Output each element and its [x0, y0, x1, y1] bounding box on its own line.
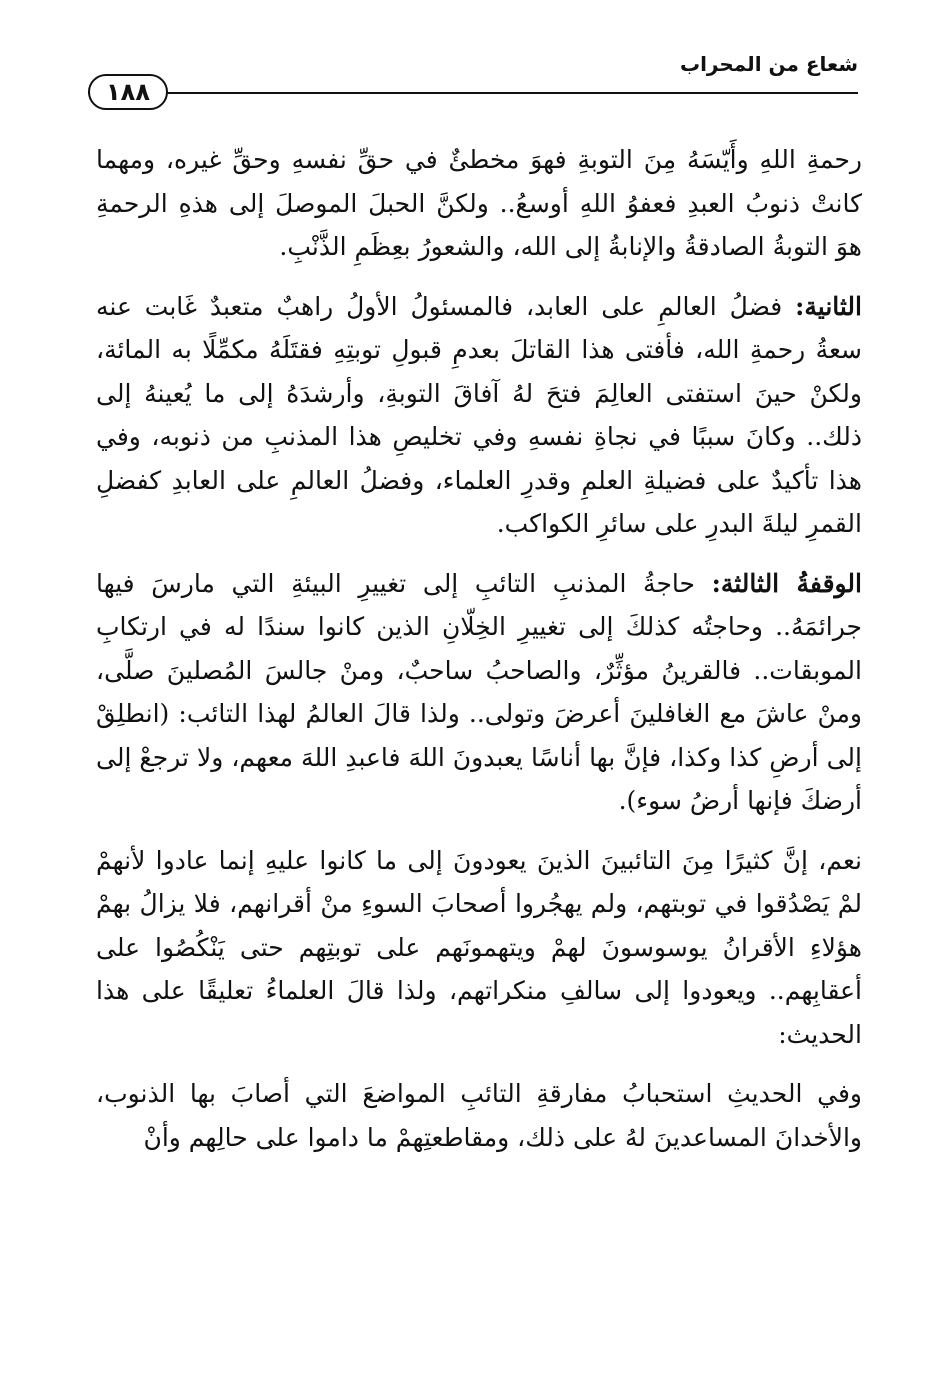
page-number-badge: ١٨٨ — [88, 74, 168, 110]
paragraph-text: رحمةِ اللهِ وأَيّسَهُ مِنَ التوبةِ فهوَ مخطئٌ في حقِّ نفسهِ وحقِّ غيره، ومهما كانتْ ذنوبُ العبدِ فعفوُ اللهِ أوسعُ.. ولكنَّ الحبلَ الموصلَ إلى هذهِ الرحمةِ هوَ التوبةُ الصادقةُ والإنابةُ إلى الله، والشعورُ بعِظَمِ الذَّنْبِ. — [96, 145, 862, 261]
paragraph — [96, 562, 862, 823]
paragraph — [96, 285, 862, 546]
paragraph-text: وفي الحديثِ استحبابُ مفارقةِ التائبِ المواضعَ التي أصابَ بها الذنوب، والأخدانَ المساعدينَ لهُ على ذلك، ومقاطعتِهمْ ما داموا على حالِهم وأنْ — [96, 1079, 862, 1152]
paragraph-lead: الوقفةُ الثالثة: — [711, 568, 862, 598]
paragraph — [96, 138, 862, 269]
paragraph — [96, 1072, 862, 1159]
body-text — [96, 138, 862, 1175]
paragraph-text: فضلُ العالمِ على العابد، فالمسئولُ الأولُ راهبٌ متعبدٌ غَابت عنه سعةُ رحمةِ الله، فأفتى هذا القاتلَ بعدمِ قبولِ توبتِهِ فقتَلَهُ مكمِّلًا به المائة، ولكنْ حينَ استفتى العالِمَ فتحَ لهُ آفاقَ التوبةِ، وأرشدَهُ إلى ما يُعينهُ إلى ذلك.. وكانَ سببًا في نجاةِ نفسهِ وفي تخليصِ هذا المذنبِ من ذنوبه، وفي هذا تأكيدٌ على فضيلةِ العلمِ وقدرِ العلماء، وفضلُ العالمِ على العابدِ كفضلِ القمرِ ليلةَ البدرِ على سائرِ الكواكب. — [96, 291, 862, 538]
paragraph — [96, 839, 862, 1057]
page-header — [88, 52, 858, 112]
paragraph-text: حاجةُ المذنبِ التائبِ إلى تغييرِ البيئةِ التي مارسَ فيها جرائمَهُ.. وحاجتُه كذلكَ إلى تغييرِ الخِلّانِ الذين كانوا سندًا له في ارتكابِ الموبقات.. فالقرينُ مؤثِّرٌ، والصاحبُ ساحبٌ، ومنْ جالسَ المُصلينَ صلَّى، ومنْ عاشَ مع الغافلينَ أعرضَ وتولى.. ولذا قالَ العالمُ لهذا التائب: (انطلِقْ إلى أرضِ كذا وكذا، فإنَّ بها أناسًا يعبدونَ اللهَ فاعبدِ اللهَ معهم، ولا ترجعْ إلى أرضكَ فإنها أرضُ سوء). — [96, 568, 862, 815]
paragraph-lead: الثانية: — [795, 291, 862, 321]
paragraph-text: نعم، إنَّ كثيرًا مِنَ التائبينَ الذينَ يعودونَ إلى ما كانوا عليهِ إنما عادوا لأنهمْ لمْ يَصْدُقوا في توبتهم، ولم يهجُروا أصحابَ السوءِ منْ أقرانهم، فلا يزالُ بهمْ هؤلاءِ الأقرانُ يوسوسونَ لهمْ ويتهمونَهم على توبتِهم حتى يَنْكُصُوا على أعقابِهم.. ويعودوا إلى سالفِ منكراتهم، ولذا قالَ العلماءُ تعليقًا على هذا الحديث: — [96, 845, 862, 1049]
running-title: شعاع من المحراب — [679, 52, 858, 76]
header-rule — [88, 92, 858, 94]
